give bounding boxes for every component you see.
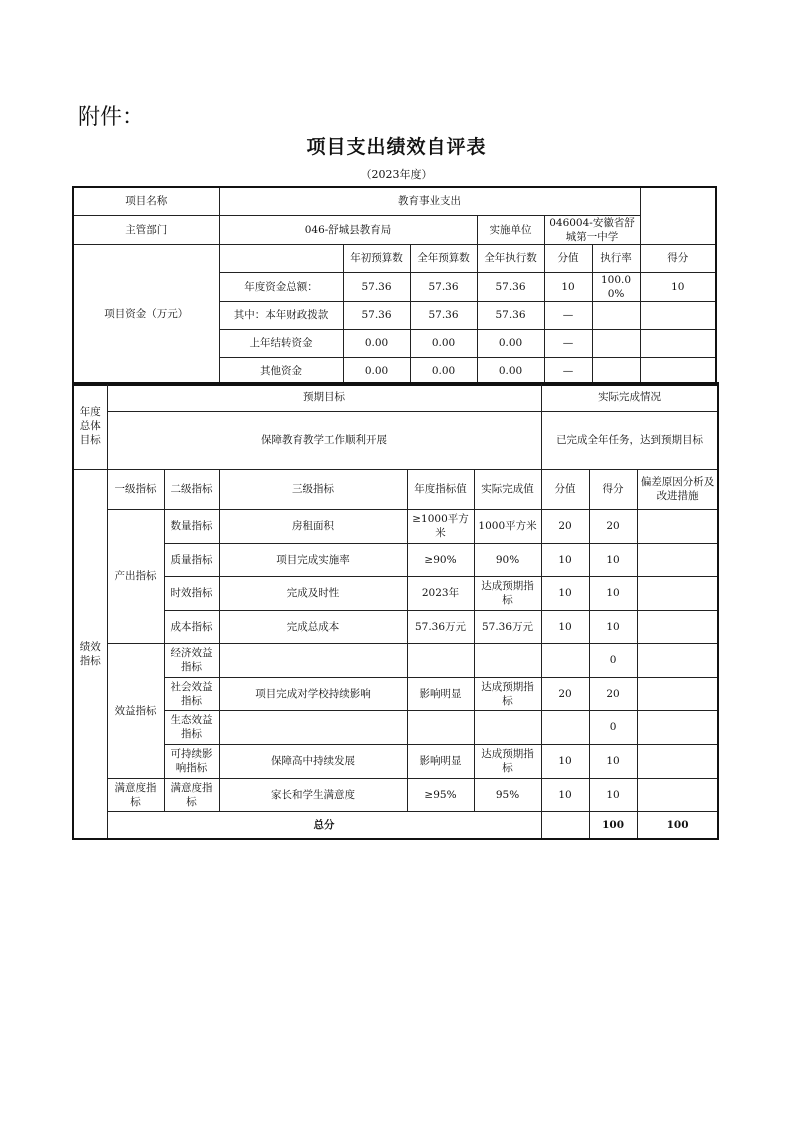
reason — [637, 509, 718, 543]
funds-header-initial: 年初预算数 — [343, 244, 410, 272]
actual: 达成预期指标 — [474, 677, 541, 710]
funds-header-full: 全年预算数 — [410, 244, 477, 272]
funds-row-name: 其中：本年财政拨款 — [219, 301, 343, 329]
level2: 生态效益指标 — [164, 710, 219, 744]
level3: 项目完成对学校持续影响 — [219, 677, 407, 710]
funds-row-initial: 0.00 — [343, 329, 410, 357]
department-row — [73, 215, 716, 244]
goals-content-row — [73, 411, 718, 469]
indicator-header-row — [73, 469, 718, 509]
indicator-header: 实际完成值 — [474, 469, 541, 509]
indicator-row — [73, 710, 718, 744]
level1-output: 产出指标 — [107, 509, 164, 643]
total-score: 100 — [637, 811, 718, 839]
reason — [637, 576, 718, 610]
level2: 经济效益指标 — [164, 643, 219, 677]
funds-row-rate: 100.00% — [592, 272, 640, 301]
indicator-row — [73, 610, 718, 643]
indicator-header: 二级指标 — [164, 469, 219, 509]
indicator-header: 一级指标 — [107, 469, 164, 509]
indicator-row — [73, 576, 718, 610]
level3 — [219, 710, 407, 744]
level3: 保障高中持续发展 — [219, 744, 407, 778]
total-blank — [541, 811, 589, 839]
funds-row-initial: 57.36 — [343, 272, 410, 301]
indicator-row — [73, 778, 718, 811]
funds-row-exec: 0.00 — [477, 329, 544, 357]
unit-label: 实施单位 — [477, 215, 544, 244]
level3: 完成及时性 — [219, 576, 407, 610]
goals-label: 年度总体目标 — [73, 383, 107, 469]
level3: 家长和学生满意度 — [219, 778, 407, 811]
goals-expected: 保障教育教学工作顺利开展 — [107, 411, 541, 469]
reason — [637, 643, 718, 677]
reason — [637, 744, 718, 778]
indicator-row — [73, 677, 718, 710]
funds-row-value: — — [544, 329, 592, 357]
target — [407, 710, 474, 744]
level1-satisfaction: 满意度指标 — [107, 778, 164, 811]
indicator-table — [72, 382, 719, 840]
target — [407, 643, 474, 677]
score: 10 — [589, 744, 637, 778]
level3: 项目完成实施率 — [219, 543, 407, 576]
actual: 90% — [474, 543, 541, 576]
attachment-label: 附件： — [78, 105, 145, 130]
value: 20 — [541, 509, 589, 543]
level2: 可持续影响指标 — [164, 744, 219, 778]
actual: 达成预期指标 — [474, 744, 541, 778]
report-year: （2023年度） — [360, 168, 433, 181]
funds-row-name: 年度资金总额： — [219, 272, 343, 301]
score: 10 — [589, 610, 637, 643]
indicators-label: 绩效指标 — [73, 469, 107, 839]
funds-header-blank — [219, 244, 343, 272]
funds-row-name: 其他资金 — [219, 357, 343, 385]
funds-row-value: 10 — [544, 272, 592, 301]
target: 影响明显 — [407, 677, 474, 710]
actual: 95% — [474, 778, 541, 811]
value: 10 — [541, 610, 589, 643]
self-evaluation-table — [72, 186, 717, 386]
level1-benefit: 效益指标 — [107, 643, 164, 778]
reason — [637, 543, 718, 576]
project-name-row — [73, 187, 716, 215]
indicator-row — [73, 509, 718, 543]
target: 影响明显 — [407, 744, 474, 778]
funds-row-exec: 0.00 — [477, 357, 544, 385]
indicator-header: 三级指标 — [219, 469, 407, 509]
score: 0 — [589, 643, 637, 677]
funds-row-full: 57.36 — [410, 272, 477, 301]
target: ≥95% — [407, 778, 474, 811]
reason — [637, 610, 718, 643]
indicator-row — [73, 543, 718, 576]
funds-row-value: — — [544, 301, 592, 329]
project-name-label: 项目名称 — [73, 187, 219, 215]
level2: 满意度指标 — [164, 778, 219, 811]
reason — [637, 677, 718, 710]
value: 10 — [541, 778, 589, 811]
funds-row-exec: 57.36 — [477, 272, 544, 301]
indicator-header: 分值 — [541, 469, 589, 509]
funds-header-exec: 全年执行数 — [477, 244, 544, 272]
actual: 57.36万元 — [474, 610, 541, 643]
project-name-value: 教育事业支出 — [219, 187, 640, 215]
level2: 社会效益指标 — [164, 677, 219, 710]
value: 10 — [541, 576, 589, 610]
dept-label: 主管部门 — [73, 215, 219, 244]
level2: 时效指标 — [164, 576, 219, 610]
indicator-header: 年度指标值 — [407, 469, 474, 509]
funds-row-full: 0.00 — [410, 357, 477, 385]
value — [541, 710, 589, 744]
goals-header-row — [73, 383, 718, 411]
level2: 数量指标 — [164, 509, 219, 543]
target: ≥1000平方米 — [407, 509, 474, 543]
indicator-row — [73, 643, 718, 677]
indicator-header: 偏差原因分析及改进措施 — [637, 469, 718, 509]
funds-row-name: 上年结转资金 — [219, 329, 343, 357]
funds-header-score: 得分 — [640, 244, 716, 272]
funds-header-value: 分值 — [544, 244, 592, 272]
dept-value: 046-舒城县教育局 — [219, 215, 477, 244]
funds-label-text: 项目资金（万元） — [104, 308, 189, 321]
target: 57.36万元 — [407, 610, 474, 643]
indicator-header: 得分 — [589, 469, 637, 509]
total-value: 100 — [589, 811, 637, 839]
funds-header-row — [73, 244, 716, 272]
funds-row-score — [640, 301, 716, 329]
funds-row-initial: 57.36 — [343, 301, 410, 329]
goals-actual-label: 实际完成情况 — [541, 383, 718, 411]
total-label: 总分 — [107, 811, 541, 839]
reason — [637, 778, 718, 811]
funds-row-full: 57.36 — [410, 301, 477, 329]
funds-row-rate — [592, 329, 640, 357]
actual: 达成预期指标 — [474, 576, 541, 610]
target: 2023年 — [407, 576, 474, 610]
level3: 完成总成本 — [219, 610, 407, 643]
level2: 成本指标 — [164, 610, 219, 643]
funds-row-initial: 0.00 — [343, 357, 410, 385]
score: 10 — [589, 576, 637, 610]
score: 10 — [589, 778, 637, 811]
goals-expected-label: 预期目标 — [107, 383, 541, 411]
level3 — [219, 643, 407, 677]
total-row — [73, 811, 718, 839]
target: ≥90% — [407, 543, 474, 576]
funds-row-value: — — [544, 357, 592, 385]
level3: 房租面积 — [219, 509, 407, 543]
level2: 质量指标 — [164, 543, 219, 576]
funds-label — [73, 244, 219, 385]
goals-actual: 已完成全年任务，达到预期目标 — [541, 411, 718, 469]
funds-row-full: 0.00 — [410, 329, 477, 357]
score: 20 — [589, 677, 637, 710]
funds-row-rate — [592, 357, 640, 385]
actual — [474, 710, 541, 744]
unit-value: 046004-安徽省舒城第一中学 — [544, 215, 640, 244]
funds-row-exec: 57.36 — [477, 301, 544, 329]
page-title: 项目支出绩效自评表 — [306, 136, 487, 158]
value: 20 — [541, 677, 589, 710]
funds-row-rate — [592, 301, 640, 329]
actual — [474, 643, 541, 677]
score: 0 — [589, 710, 637, 744]
value: 10 — [541, 744, 589, 778]
funds-row-score — [640, 329, 716, 357]
actual: 1000平方米 — [474, 509, 541, 543]
value: 10 — [541, 543, 589, 576]
score: 20 — [589, 509, 637, 543]
value — [541, 643, 589, 677]
funds-row-score — [640, 357, 716, 385]
score: 10 — [589, 543, 637, 576]
funds-row-score: 10 — [640, 272, 716, 301]
funds-header-rate: 执行率 — [592, 244, 640, 272]
indicator-row — [73, 744, 718, 778]
reason — [637, 710, 718, 744]
